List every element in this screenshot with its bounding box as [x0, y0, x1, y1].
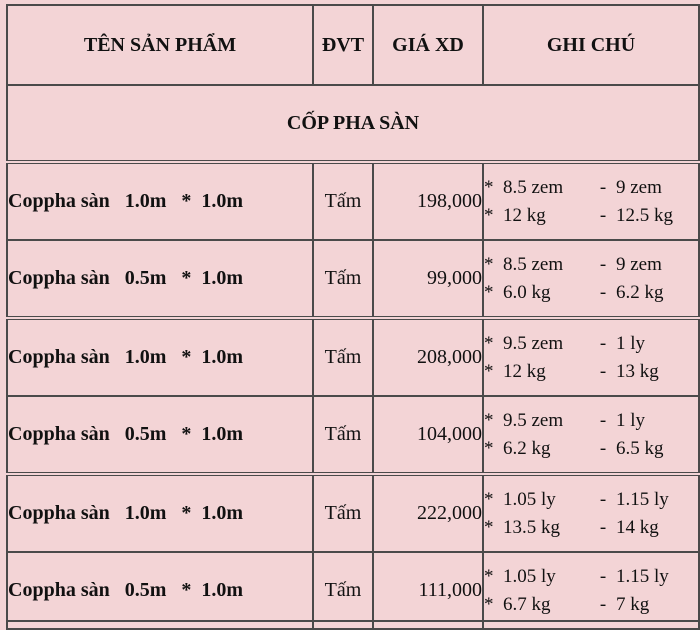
note-dash: -	[599, 360, 607, 382]
header-note: GHI CHÚ	[483, 5, 699, 85]
header-row	[7, 5, 699, 85]
note-spec-weight: * 12 kg	[484, 204, 546, 226]
table-bottom-edge	[6, 620, 698, 628]
product-name: Coppha sàn 1.0m * 1.0m	[7, 162, 313, 240]
note-spec-weight: * 12 kg	[484, 360, 546, 382]
price-table	[6, 4, 700, 630]
note-dash: -	[599, 409, 607, 431]
product-note	[483, 162, 699, 240]
note-spec-thickness: * 1.05 ly	[484, 488, 556, 510]
product-unit: Tấm	[313, 552, 373, 629]
product-price: 104,000	[373, 396, 483, 474]
note-dash: -	[599, 253, 607, 275]
product-note	[483, 474, 699, 552]
note-spec-thickness-max: 1 ly	[616, 409, 646, 431]
note-dash: -	[599, 488, 607, 510]
product-note	[483, 552, 699, 629]
header-product-name: TÊN SẢN PHẨM	[7, 5, 313, 85]
note-dash: -	[599, 565, 607, 587]
product-name: Coppha sàn 0.5m * 1.0m	[7, 396, 313, 474]
table-row	[7, 552, 699, 629]
table-row	[7, 474, 699, 552]
table-row	[7, 162, 699, 240]
note-dash: -	[599, 593, 607, 615]
note-spec-thickness-max: 1.15 ly	[616, 488, 669, 510]
note-dash: -	[599, 332, 607, 354]
product-note	[483, 240, 699, 318]
note-dash: -	[599, 437, 607, 459]
note-spec-weight-max: 7 kg	[616, 593, 650, 615]
product-unit: Tấm	[313, 396, 373, 474]
product-price: 198,000	[373, 162, 483, 240]
product-price: 99,000	[373, 240, 483, 318]
table-row	[7, 318, 699, 396]
note-spec-thickness: * 8.5 zem	[484, 253, 564, 275]
table-row	[7, 396, 699, 474]
note-dash: -	[599, 281, 607, 303]
note-spec-thickness: * 8.5 zem	[484, 176, 564, 198]
note-dash: -	[599, 176, 607, 198]
product-unit: Tấm	[313, 474, 373, 552]
note-spec-thickness-max: 9 zem	[616, 253, 662, 275]
note-spec-weight-max: 14 kg	[616, 516, 659, 538]
note-spec-weight-max: 6.2 kg	[616, 281, 664, 303]
note-spec-thickness-max: 1.15 ly	[616, 565, 669, 587]
product-unit: Tấm	[313, 318, 373, 396]
product-name: Coppha sàn 1.0m * 1.0m	[7, 318, 313, 396]
header-price: GIÁ XD	[373, 5, 483, 85]
section-title: CỐP PHA SÀN	[7, 85, 699, 162]
section-row	[7, 85, 699, 162]
note-spec-weight-max: 13 kg	[616, 360, 659, 382]
product-price: 111,000	[373, 552, 483, 629]
note-dash: -	[599, 516, 607, 538]
note-spec-thickness: * 9.5 zem	[484, 332, 564, 354]
note-spec-weight: * 6.7 kg	[484, 593, 551, 615]
note-spec-weight: * 6.0 kg	[484, 281, 551, 303]
product-unit: Tấm	[313, 162, 373, 240]
note-spec-thickness-max: 9 zem	[616, 176, 662, 198]
note-spec-weight: * 6.2 kg	[484, 437, 551, 459]
product-note	[483, 318, 699, 396]
product-name: Coppha sàn 0.5m * 1.0m	[7, 240, 313, 318]
product-name: Coppha sàn 0.5m * 1.0m	[7, 552, 313, 629]
note-spec-weight: * 13.5 kg	[484, 516, 560, 538]
note-spec-thickness: * 1.05 ly	[484, 565, 556, 587]
note-dash: -	[599, 204, 607, 226]
product-name: Coppha sàn 1.0m * 1.0m	[7, 474, 313, 552]
note-spec-weight-max: 6.5 kg	[616, 437, 664, 459]
table-row	[7, 240, 699, 318]
product-unit: Tấm	[313, 240, 373, 318]
note-spec-weight-max: 12.5 kg	[616, 204, 673, 226]
note-spec-thickness-max: 1 ly	[616, 332, 646, 354]
note-spec-thickness: * 9.5 zem	[484, 409, 564, 431]
product-price: 208,000	[373, 318, 483, 396]
product-note	[483, 396, 699, 474]
product-price: 222,000	[373, 474, 483, 552]
header-unit: ĐVT	[313, 5, 373, 85]
